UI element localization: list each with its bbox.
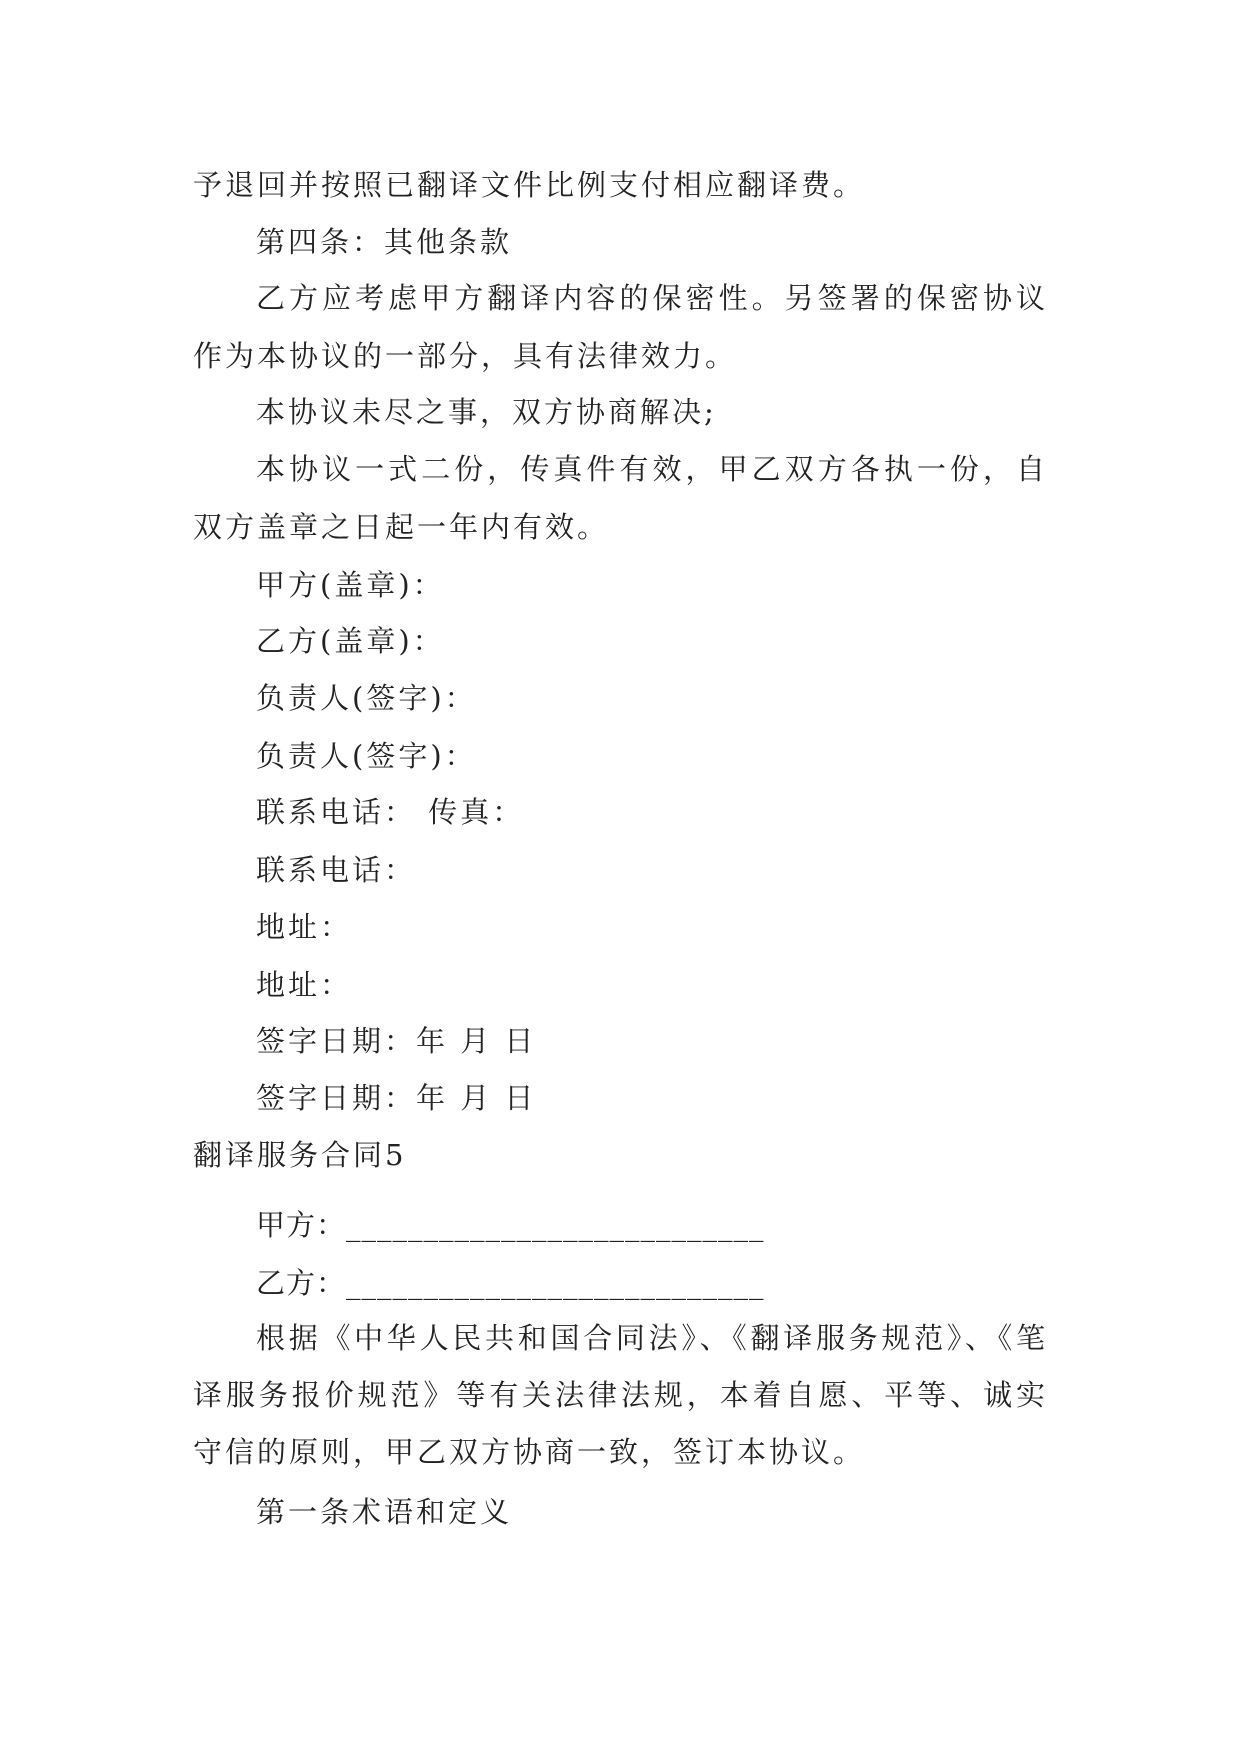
paragraph-line: 作为本协议的一部分，具有法律效力。 (193, 339, 738, 373)
contact-phone-field: 联系电话： (256, 853, 417, 887)
signature-field-party-b-seal: 乙方(盖章)： (256, 624, 445, 658)
section-heading-article-1: 第一条术语和定义 (256, 1495, 513, 1529)
paragraph-line: 守信的原则，甲乙双方协商一致，签订本协议。 (193, 1435, 866, 1469)
signature-field-responsible-person: 负责人(签字)： (256, 681, 477, 715)
paragraph-line: 双方盖章之日起一年内有效。 (193, 510, 610, 544)
paragraph-line: 译服务报价规范》等有关法律法规，本着自愿、平等、诚实 (193, 1378, 1048, 1412)
signing-date-field: 签字日期：年 月 日 (256, 1024, 537, 1058)
paragraph-line: 本协议一式二份，传真件有效，甲乙双方各执一份，自 (256, 452, 1048, 486)
contract-title: 翻译服务合同5 (193, 1138, 407, 1172)
signing-date-field: 签字日期：年 月 日 (256, 1081, 537, 1115)
section-heading-article-4: 第四条：其他条款 (256, 225, 513, 259)
party-b-blank-field: 乙方：___________________________ (256, 1266, 765, 1300)
signature-field-responsible-person: 负责人(签字)： (256, 739, 477, 773)
address-field: 地址： (256, 910, 353, 944)
address-field: 地址： (256, 968, 353, 1002)
paragraph-line: 本协议未尽之事，双方协商解决; (256, 395, 717, 429)
contact-phone-fax-field: 联系电话： 传真： (256, 795, 525, 829)
paragraph-line: 予退回并按照已翻译文件比例支付相应翻译费。 (193, 168, 866, 202)
paragraph-line: 根据《中华人民共和国合同法》、《翻译服务规范》、《笔 (256, 1321, 1048, 1355)
signature-field-party-a-seal: 甲方(盖章)： (256, 568, 445, 602)
paragraph-line: 乙方应考虑甲方翻译内容的保密性。另签署的保密协议 (256, 281, 1048, 315)
party-a-blank-field: 甲方：___________________________ (256, 1208, 765, 1242)
